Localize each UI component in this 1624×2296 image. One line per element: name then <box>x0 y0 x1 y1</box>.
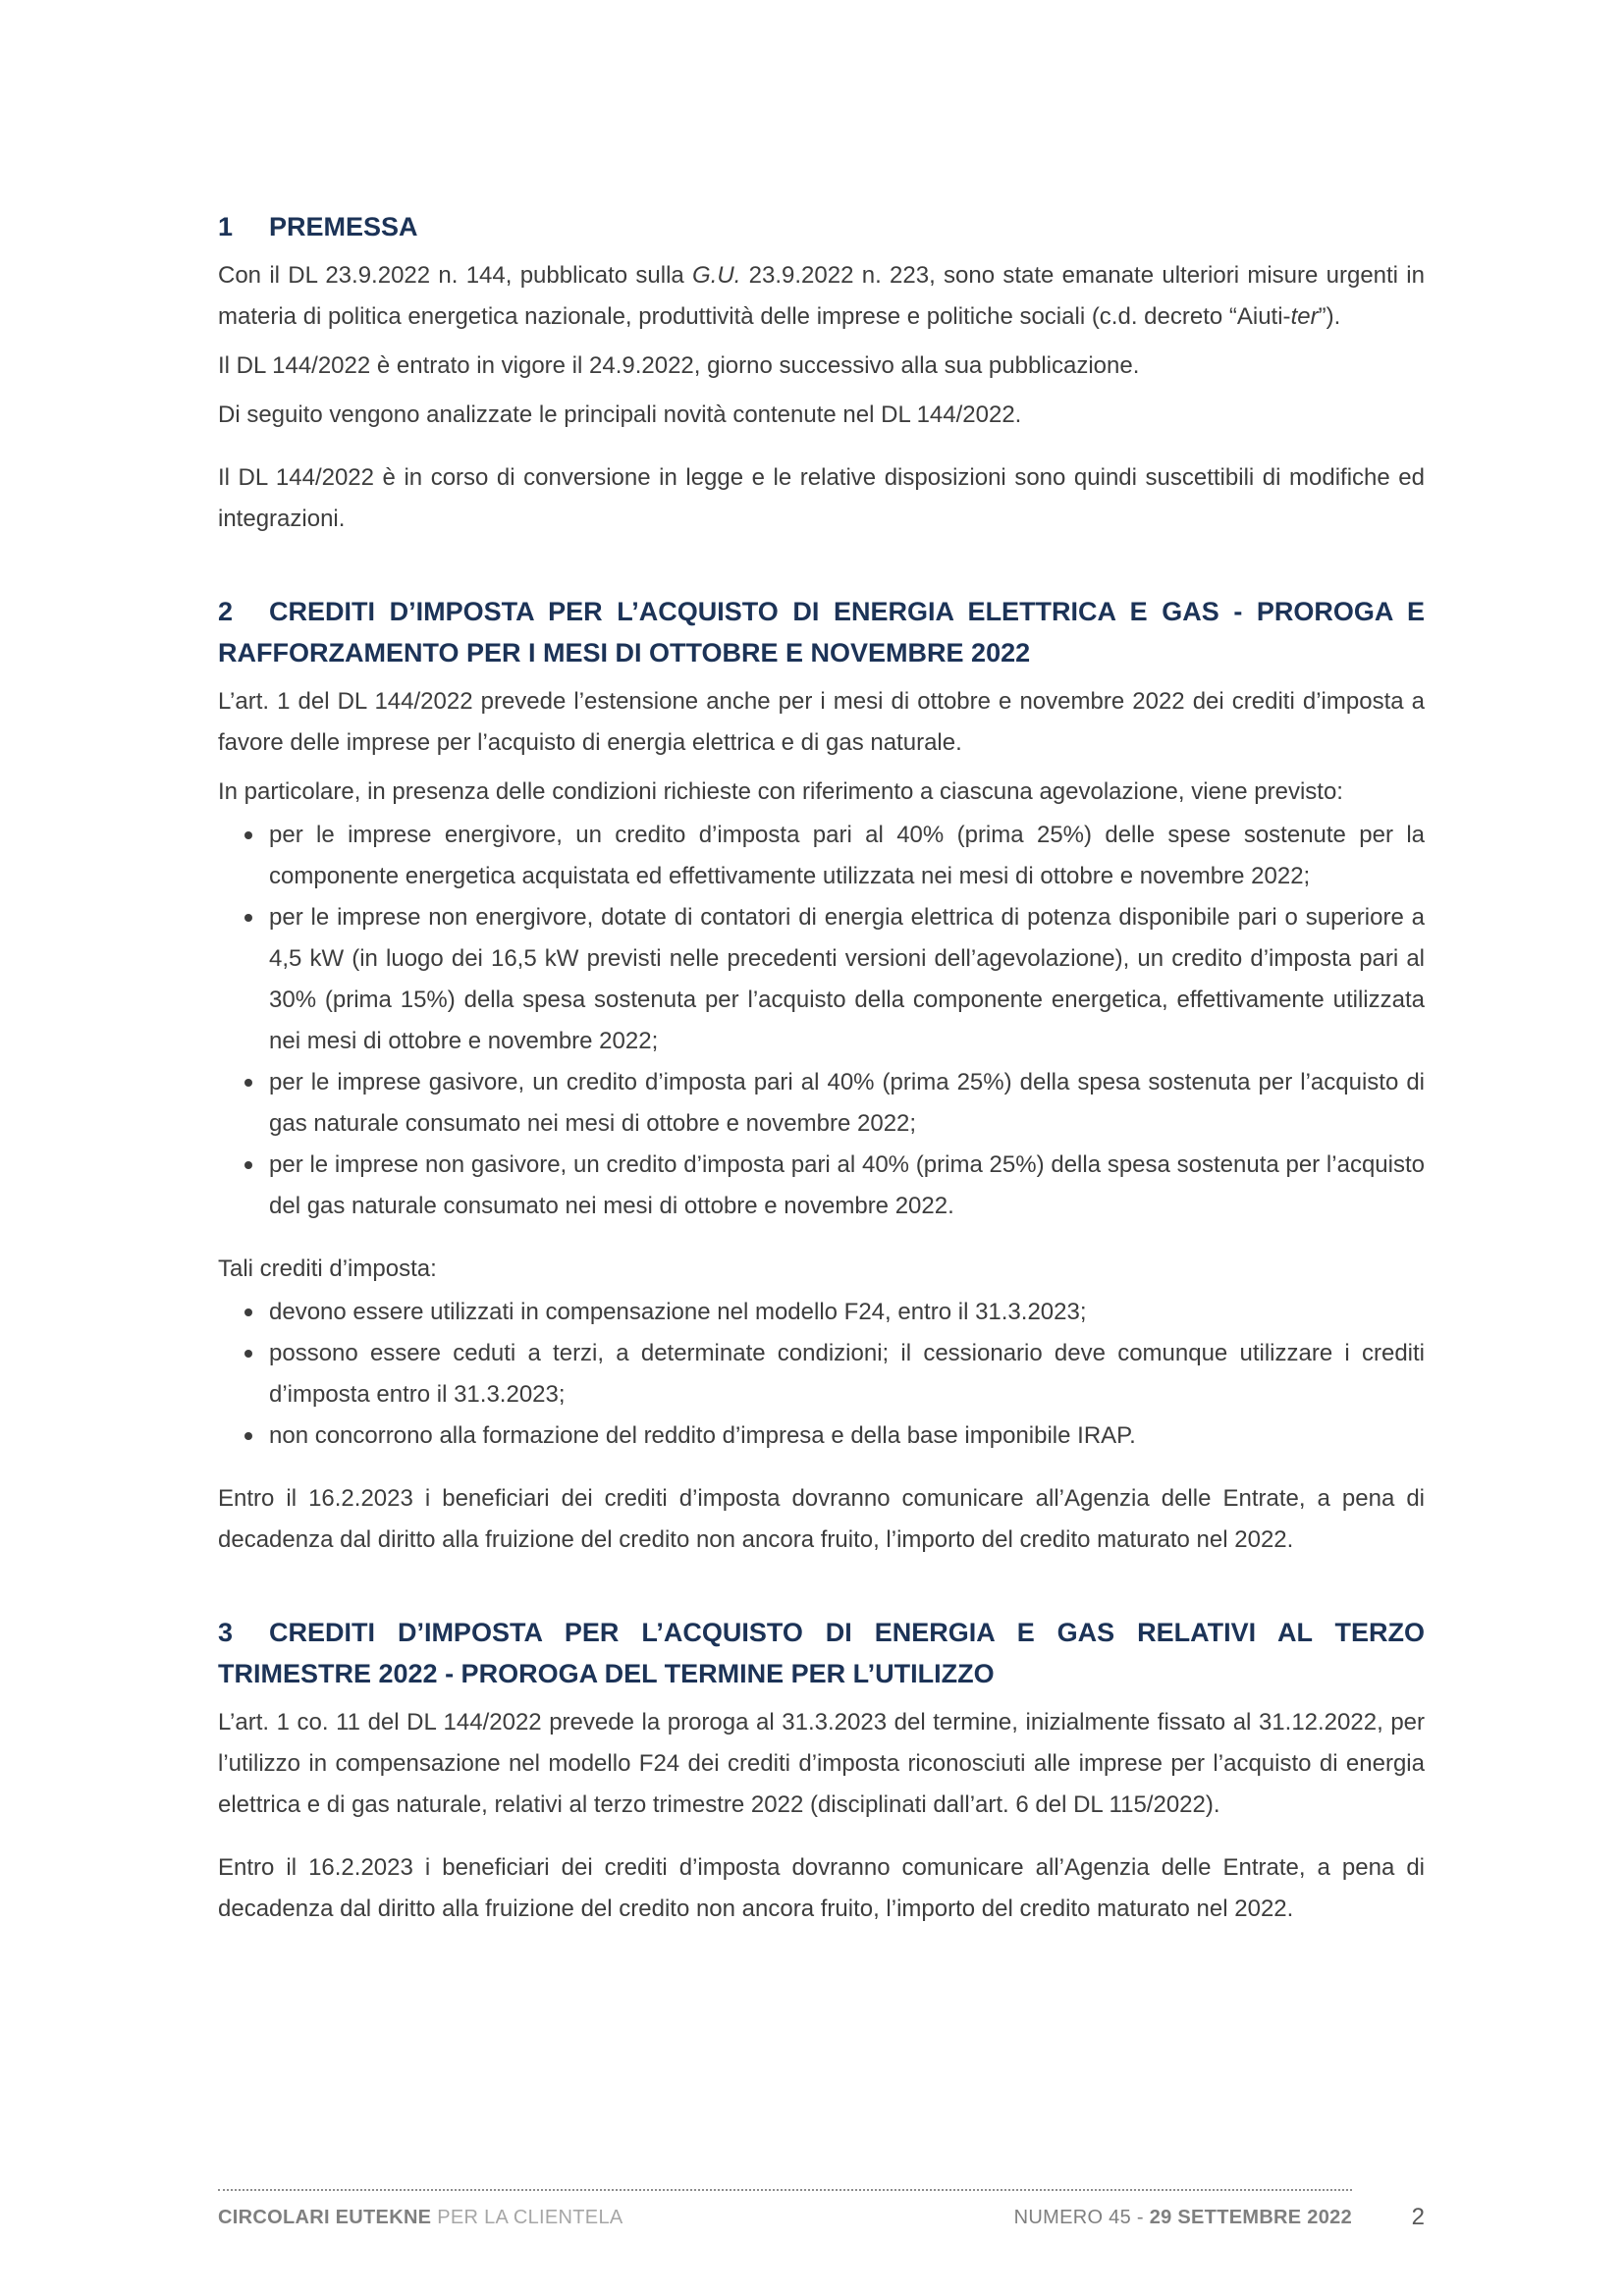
bullet-icon <box>244 1350 252 1358</box>
bullet-item <box>218 1415 1425 1457</box>
text-run: non concorrono alla formazione del reddito d’impresa e della base imponibile IRAP. <box>269 1422 1136 1449</box>
paragraph <box>218 1249 1425 1290</box>
text-run: In particolare, in presenza delle condizioni richieste con riferimento a ciascuna agevolazione, viene previsto: <box>218 778 1343 805</box>
text-run: ”). <box>1318 303 1341 330</box>
bullet-text <box>269 822 1425 889</box>
text-run: 23.9.2022 n. 223, sono state emanate ulteriori misure urgenti in materia di politica energetica nazionale, produttività delle imprese e politiche sociali (c.d. decreto “Aiuti- <box>218 262 1425 330</box>
paragraph <box>218 457 1425 540</box>
paragraph <box>218 395 1425 436</box>
section-title: PREMESSA <box>269 212 418 241</box>
bullet-text <box>269 1340 1425 1408</box>
paragraph <box>218 346 1425 387</box>
section-title: CREDITI D’IMPOSTA PER L’ACQUISTO DI ENERGIA E GAS RELATIVI AL TERZO TRIMESTRE 2022 - PROROGA DEL TERMINE PER L’UTILIZZO <box>218 1618 1425 1688</box>
section <box>218 206 1425 540</box>
document-content <box>218 206 1425 1930</box>
footer-main <box>218 2189 1352 2230</box>
footer-row <box>218 2191 1352 2230</box>
bullet-item <box>218 815 1425 897</box>
paragraph <box>218 681 1425 764</box>
text-run: Entro il 16.2.2023 i beneficiari dei crediti d’imposta dovranno comunicare all’Agenzia delle Entrate, a pena di decadenza dal diritto alla fruizione del credito non ancora fruito, l’importo del credito maturato nel 2022. <box>218 1854 1425 1922</box>
paragraph <box>218 772 1425 813</box>
section-heading <box>218 1612 1425 1694</box>
bullet-text <box>269 1422 1136 1449</box>
section-heading <box>218 206 1425 247</box>
bullet-item <box>218 1292 1425 1333</box>
bullet-icon <box>244 1079 252 1087</box>
text-run: Con il DL 23.9.2022 n. 144, pubblicato sulla <box>218 262 693 289</box>
bullet-text <box>269 1151 1425 1219</box>
section-number: 3 <box>218 1618 234 1647</box>
text-run: per le imprese non energivore, dotate di contatori di energia elettrica di potenza disponibile pari o superiore a 4,5 kW (in luogo dei 16,5 kW previsti nelle precedenti versioni dell’agevolazione), un credito d’imposta pari al 30% (prima 15%) della spesa sostenuta per l’acquisto della componente energetica, effettivamente utilizzata nei mesi di ottobre e novembre 2022; <box>269 904 1425 1054</box>
bullet-item <box>218 1333 1425 1415</box>
text-run: Il DL 144/2022 è entrato in vigore il 24.9.2022, giorno successivo alla sua pubblicazione. <box>218 352 1140 379</box>
page-number: 2 <box>1411 2204 1425 2230</box>
text-run: devono essere utilizzati in compensazione nel modello F24, entro il 31.3.2023; <box>269 1299 1087 1325</box>
bullet-item <box>218 1062 1425 1145</box>
text-run: possono essere ceduti a terzi, a determinate condizioni; il cessionario deve comunque utilizzare i crediti d’imposta entro il 31.3.2023; <box>269 1340 1425 1408</box>
italic-text: ter <box>1290 303 1319 330</box>
footer-issue-number: NUMERO 45 - <box>1013 2207 1144 2228</box>
text-run: per le imprese gasivore, un credito d’imposta pari al 40% (prima 25%) della spesa sostenuta per l’acquisto di gas naturale consumato nei mesi di ottobre e novembre 2022; <box>269 1069 1425 1137</box>
text-run: L’art. 1 co. 11 del DL 144/2022 prevede la proroga al 31.3.2023 del termine, inizialmente fissato al 31.12.2022, per l’utilizzo in compensazione nel modello F24 dei crediti d’imposta riconosciuti alle imprese per l’acquisto di energia elettrica e di gas naturale, relativi al terzo trimestre 2022 (disciplinati dall’art. 6 del DL 115/2022). <box>218 1709 1425 1818</box>
bullet-text <box>269 1299 1087 1325</box>
text-run: per le imprese non gasivore, un credito d’imposta pari al 40% (prima 25%) della spesa sostenuta per l’acquisto del gas naturale consumato nei mesi di ottobre e novembre 2022. <box>269 1151 1425 1219</box>
bullet-icon <box>244 1308 252 1316</box>
bullet-text <box>269 904 1425 1054</box>
bullet-icon <box>244 831 252 839</box>
text-run: per le imprese energivore, un credito d’imposta pari al 40% (prima 25%) delle spese sostenute per la componente energetica acquistata ed effettivamente utilizzata nei mesi di ottobre e novembre 2022; <box>269 822 1425 889</box>
bullet-item <box>218 1145 1425 1227</box>
bullet-list <box>218 1292 1425 1457</box>
section-heading <box>218 591 1425 673</box>
paragraph <box>218 1478 1425 1561</box>
italic-text: G.U. <box>692 262 741 289</box>
footer-issue <box>1014 2205 1352 2230</box>
section <box>218 591 1425 1561</box>
section-number: 1 <box>218 212 234 241</box>
section-title: CREDITI D’IMPOSTA PER L’ACQUISTO DI ENERGIA ELETTRICA E GAS - PROROGA E RAFFORZAMENTO PER I MESI DI OTTOBRE E NOVEMBRE 2022 <box>218 597 1425 667</box>
paragraph <box>218 255 1425 338</box>
footer-publication <box>218 2205 623 2230</box>
text-run: L’art. 1 del DL 144/2022 prevede l’estensione anche per i mesi di ottobre e novembre 2022 dei crediti d’imposta a favore delle imprese per l’acquisto di energia elettrica e di gas naturale. <box>218 688 1425 756</box>
text-run: Tali crediti d’imposta: <box>218 1255 437 1282</box>
paragraph <box>218 1847 1425 1930</box>
footer-brand: CIRCOLARI EUTEKNE <box>218 2207 432 2228</box>
section-number: 2 <box>218 597 234 626</box>
section <box>218 1612 1425 1930</box>
bullet-icon <box>244 1161 252 1169</box>
page-footer <box>218 2189 1425 2230</box>
bullet-item <box>218 897 1425 1062</box>
text-run: Il DL 144/2022 è in corso di conversione in legge e le relative disposizioni sono quindi suscettibili di modifiche ed integrazioni. <box>218 464 1425 532</box>
footer-issue-date: 29 SETTEMBRE 2022 <box>1149 2207 1352 2228</box>
paragraph <box>218 1702 1425 1826</box>
bullet-icon <box>244 1432 252 1440</box>
bullet-icon <box>244 914 252 922</box>
bullet-list <box>218 815 1425 1227</box>
bullet-text <box>269 1069 1425 1137</box>
text-run: Entro il 16.2.2023 i beneficiari dei crediti d’imposta dovranno comunicare all’Agenzia delle Entrate, a pena di decadenza dal diritto alla fruizione del credito non ancora fruito, l’importo del credito maturato nel 2022. <box>218 1485 1425 1553</box>
text-run: Di seguito vengono analizzate le principali novità contenute nel DL 144/2022. <box>218 401 1022 428</box>
footer-brand-suffix: PER LA CLIENTELA <box>437 2207 623 2228</box>
